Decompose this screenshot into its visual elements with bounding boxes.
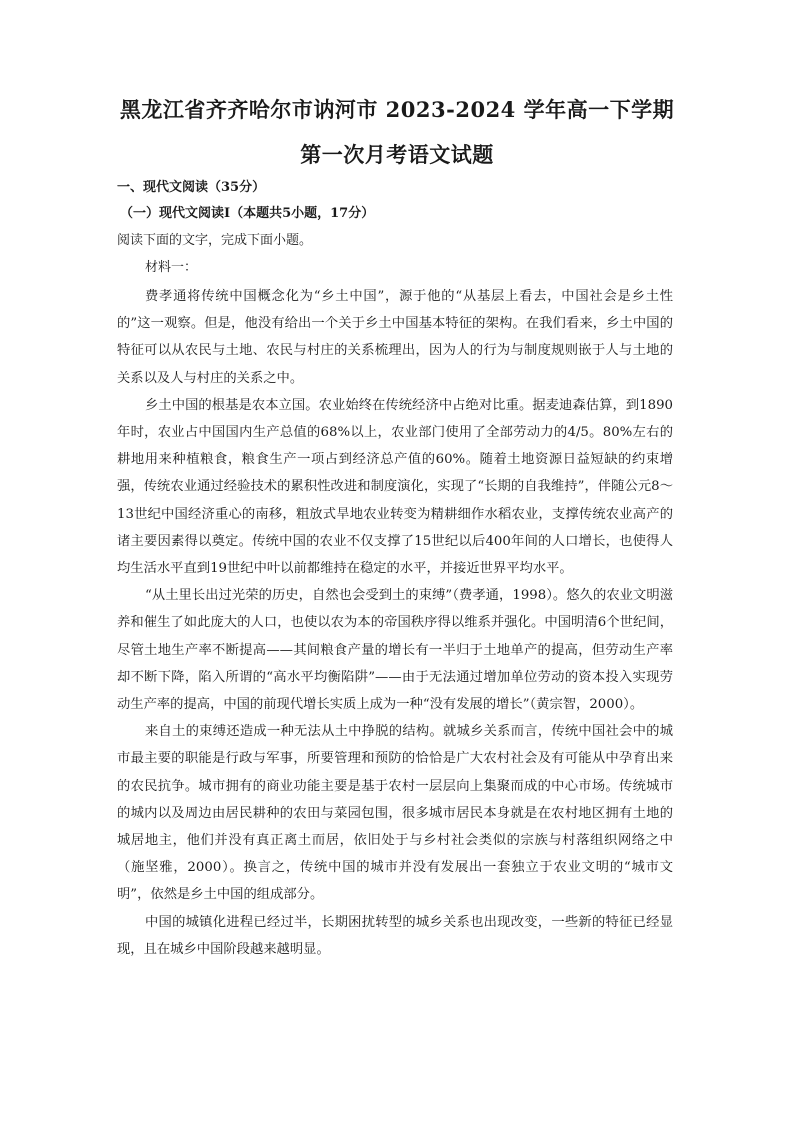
reading-instruction: 阅读下面的文字，完成下面小题。 <box>117 233 313 248</box>
material-label: 材料一： <box>145 260 198 275</box>
paragraph-4: 来自土的束缚还造成一种无法从土中挣脱的结构。就城乡关系而言，传统中国社会中的城市最主要的职能是行政与军事，所要管理和预防的恰恰是广大农村社会及有可能从中孕育出来的农民抗争。城市拥有的商业功能主要是基于农村一层层向上集聚而成的中心市场。传统城市的城内以及周边由居民耕种的农田与菜园包围，很多城市居民本身就是在农村地区拥有土地的城居地主，他们并没有真正离土而居，依旧处于与乡村社会类似的宗族与村落组织网络之中（施坚雅，2000）。换言之，传统中国的城市并没有发展出一套独立于农业文明的“城市文明”，依然是乡土中国的组成部分。 <box>117 724 673 903</box>
page-title-line1: 黑龙江省齐齐哈尔市讷河市 2023-2024 学年高一下学期 <box>119 97 675 122</box>
section-subheading: （一）现代文阅读Ⅰ（本题共5小题，17分） <box>120 206 375 221</box>
paragraph-5: 中国的城镇化进程已经过半，长期困扰转型的城乡关系也出现改变，一些新的特征已经显现，且在城乡中国阶段越来越明显。 <box>117 914 673 957</box>
paragraph-1: 费孝通将传统中国概念化为“乡土中国”，源于他的“从基层上看去，中国社会是乡土性的”这一观察。但是，他没有给出一个关于乡土中国基本特征的架构。在我们看来，乡土中国的特征可以从农民与土地、农民与村庄的关系梳理出，因为人的行为与制度规则嵌于人与土地的关系以及人与村庄的关系之中。 <box>117 289 673 386</box>
page-title-line2: 第一次月考语文试题 <box>300 142 494 167</box>
section-heading: 一、现代文阅读（35分） <box>117 180 266 195</box>
paragraph-3: “从土里长出过光荣的历史，自然也会受到土的束缚”（费孝通，1998）。悠久的农业文明滋养和催生了如此庞大的人口，也使以农为本的帝国秩序得以维系并强化。中国明清6个世纪间，尽管土地生产率不断提高——其间粮食产量的增长有一半归于土地单产的提高，但劳动生产率却不断下降，陷入所谓的“高水平均衡陷阱”——由于无法通过增加单位劳动的资本投入实现劳动生产率的提高，中国的前现代增长实质上成为一种“没有发展的增长”（黄宗智，2000）。 <box>117 588 673 713</box>
document-body <box>117 175 673 963</box>
paragraph-2: 乡土中国的根基是农本立国。农业始终在传统经济中占绝对比重。据麦迪森估算，到1890年时，农业占中国国内生产总值的68%以上，农业部门使用了全部劳动力的4/5。80%左右的耕地用来种植粮食，粮食生产一项占到经济总产值的60%。随着土地资源日益短缺的约束增强，传统农业通过经验技术的累积性改进和制度演化，实现了“长期的自我维持”，伴随公元8～13世纪中国经济重心的南移，粗放式旱地农业转变为精耕细作水稻农业，支撑传统农业高产的诸主要因素得以奠定。传统中国的农业不仅支撑了15世纪以后400年间的人口增长，也使得人均生活水平直到19世纪中叶以前都维持在稳定的水平，并接近世界平均水平。 <box>117 397 673 577</box>
